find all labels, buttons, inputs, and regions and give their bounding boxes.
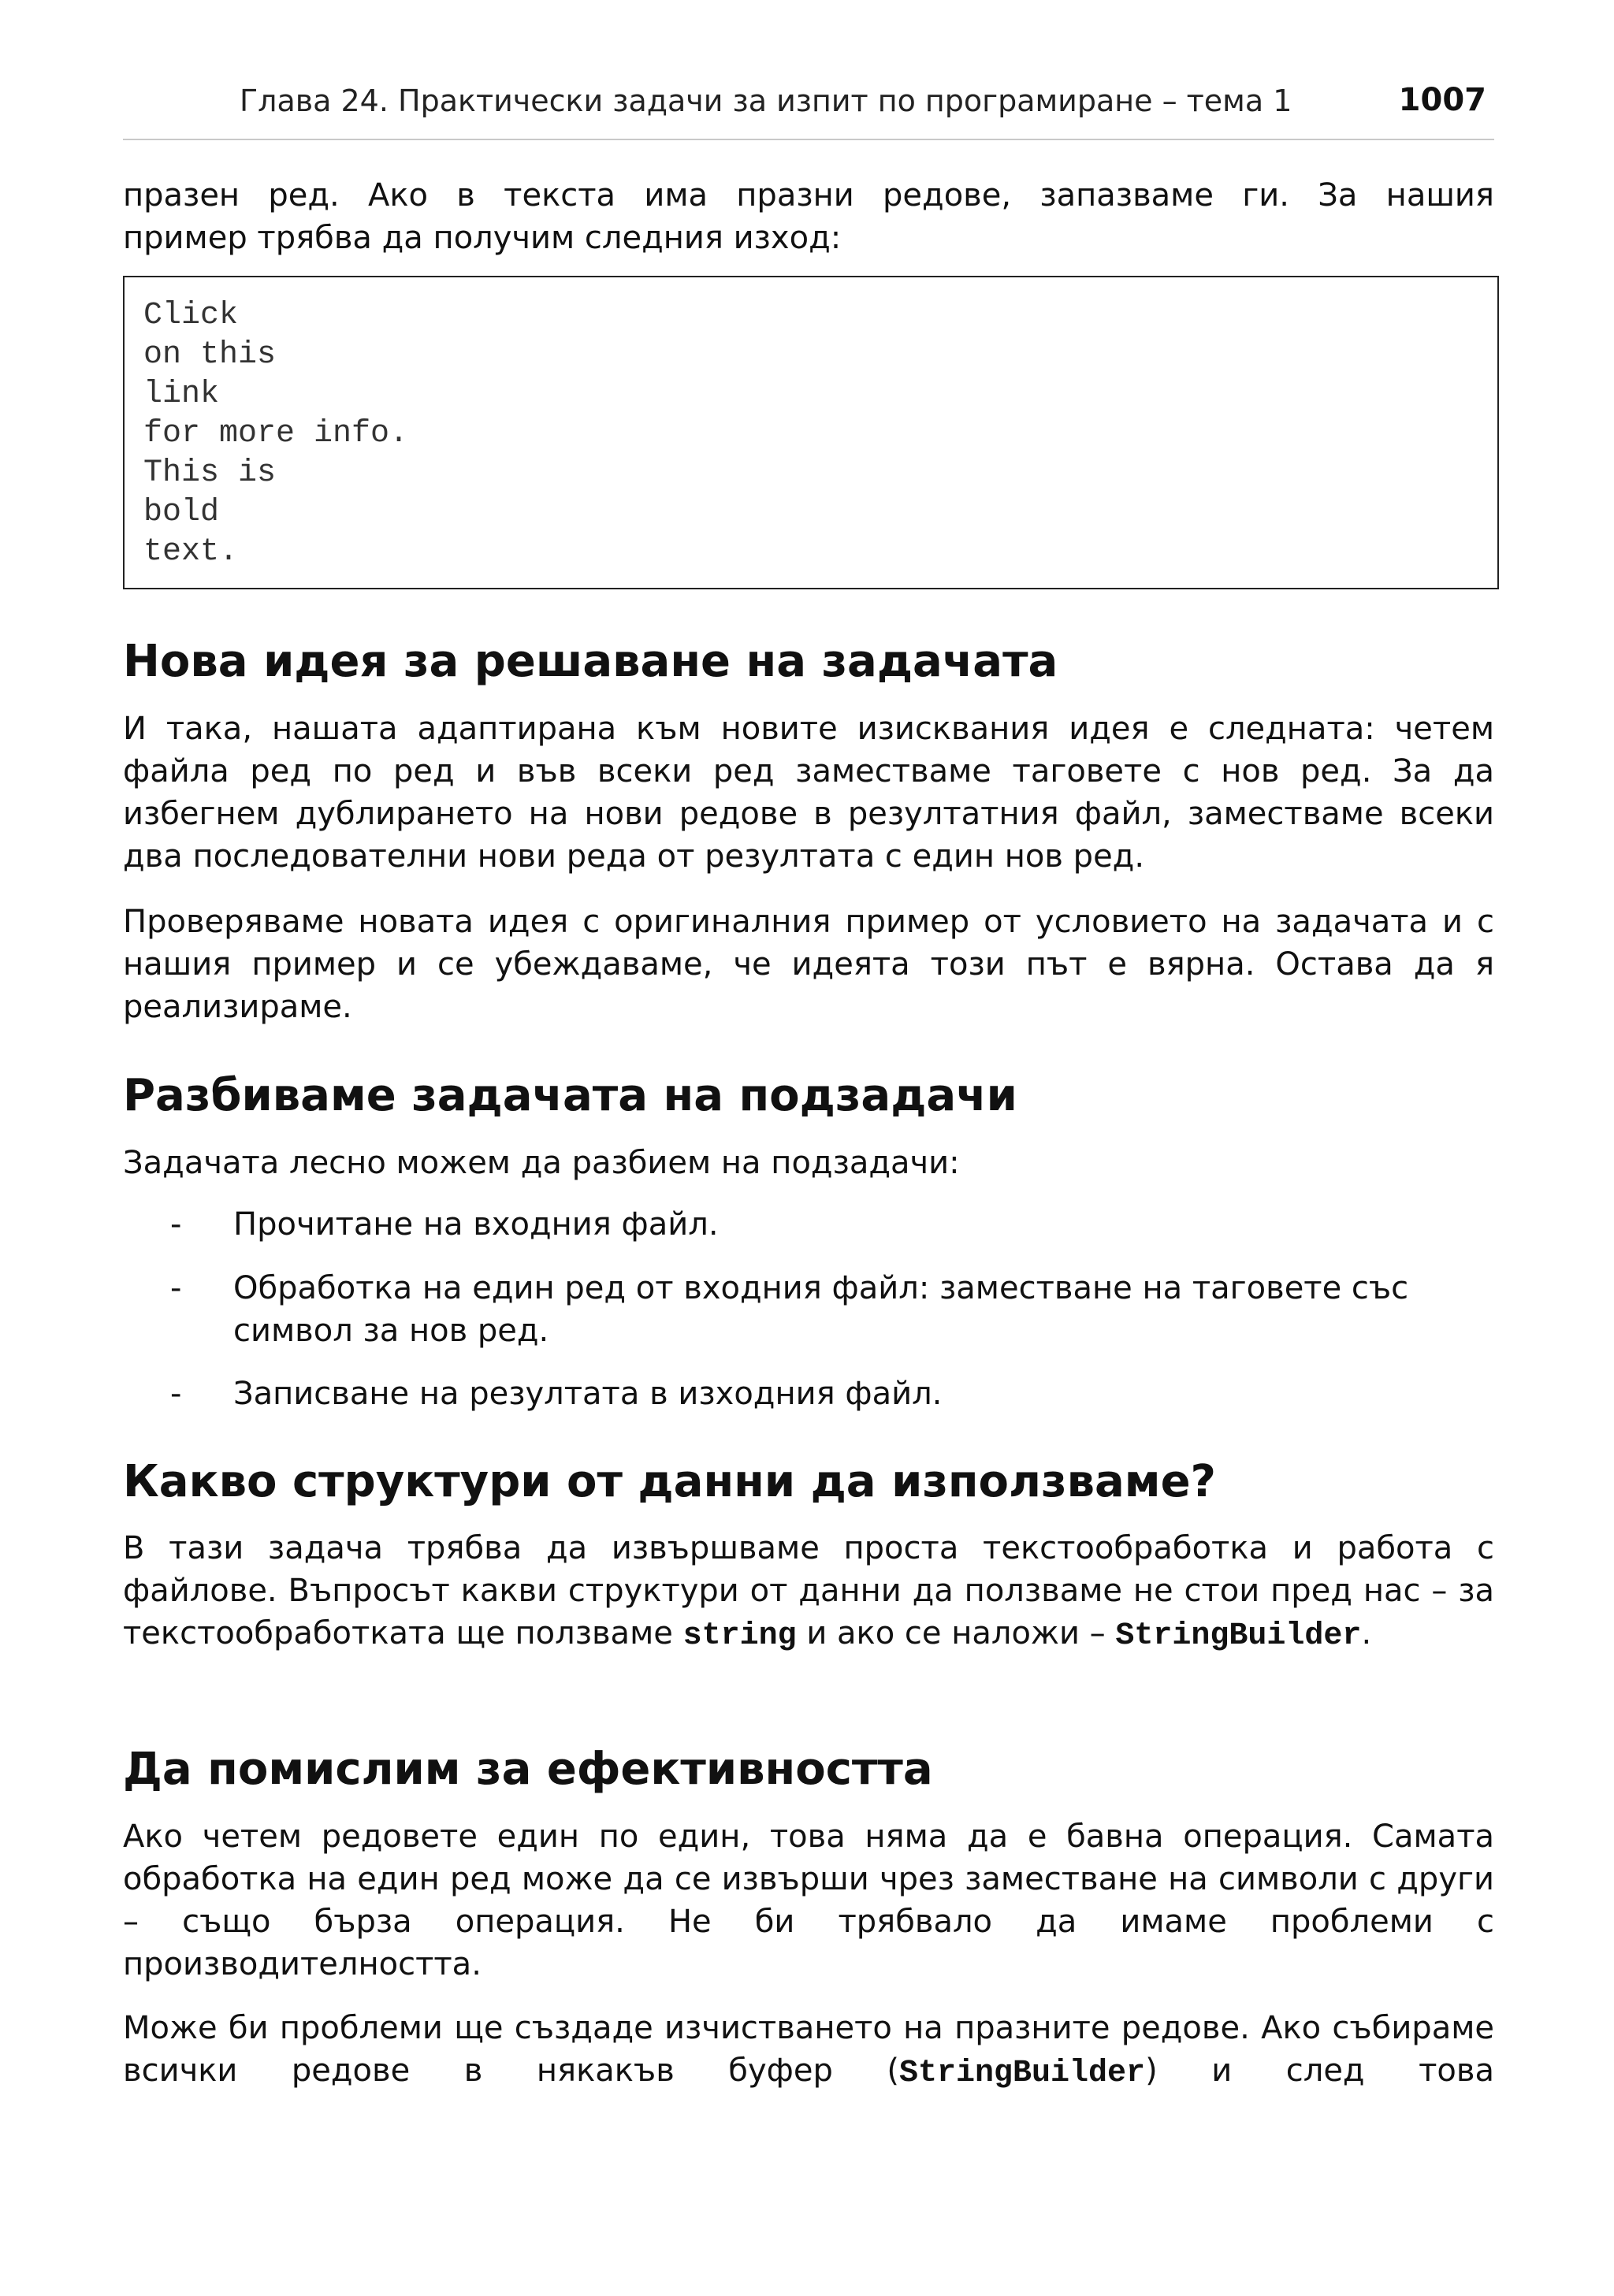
list-item-text: Обработка на един ред от входния файл: заместване на таговете със символ за нов ред. xyxy=(233,1270,1409,1349)
paragraph-text: ) и след това xyxy=(1145,2053,1494,2089)
paragraph: Ако четем редовете един по един, това няма да е бавна операция. Самата обработка на един ред може да се извърши чрез заместване на символи с други – също бърза операция. Не би трябвало да имаме проблеми с производителността. xyxy=(123,1819,1494,1982)
section-heading-new-idea: Нова идея за решаване на задачата xyxy=(123,636,1058,687)
paragraph: Задачата лесно можем да разбием на подзадачи: xyxy=(123,1145,960,1181)
list-dash: - xyxy=(170,1376,182,1412)
section-heading-subtasks: Разбиваме задачата на подзадачи xyxy=(123,1070,1017,1121)
paragraph-text: В тази задача трябва да извършваме проста текстообработка и работа с файлове. Въпросът какви структури от данни да ползваме не стои пред нас – за текстообработката ще ползваме xyxy=(123,1530,1494,1651)
intro-line-1: празен ред. Ако в текста има празни редове, запазваме ги. За нашия xyxy=(123,177,1494,214)
section-heading-efficiency: Да помислим за ефективността xyxy=(123,1744,933,1795)
code-line: bold xyxy=(143,495,220,530)
inline-code: string xyxy=(682,1618,797,1654)
paragraph-text: Може би проблеми ще създаде изчистването на празните редове. Ако събираме всички редове в някакъв буфер ( xyxy=(123,2010,1494,2089)
code-line: link xyxy=(143,377,220,412)
paragraph: И така, нашата адаптирана към новите изисквания идея е следната: четем файла ред по ред и във всеки ред заместваме таговете с нов ред. За да избегнем дублирането на нови редове в резултатния файл, заместваме всеки два последователни нови реда от резултата с един нов ред. xyxy=(123,711,1494,875)
code-line: for more info. xyxy=(143,416,409,451)
code-line: on this xyxy=(143,337,277,373)
chapter-title: Глава 24. Практически задачи за изпит по програмиране – тема 1 xyxy=(240,84,1292,118)
code-line: text. xyxy=(143,534,239,570)
code-output-box xyxy=(123,276,1499,589)
paragraph-text: . xyxy=(1361,1615,1372,1651)
code-output-lines xyxy=(143,296,408,572)
running-header xyxy=(123,79,1494,140)
paragraph xyxy=(123,1527,1494,1658)
intro-line-2: пример трябва да получим следния изход: xyxy=(123,220,842,256)
page-number: 1007 xyxy=(1398,82,1486,118)
code-line: Click xyxy=(143,298,239,333)
inline-code: StringBuilder xyxy=(1115,1618,1362,1654)
paragraph-text: и ако се наложи – xyxy=(796,1615,1116,1651)
inline-code: StringBuilder xyxy=(899,2056,1146,2091)
list-item-text: Прочитане на входния файл. xyxy=(233,1206,719,1243)
list-dash: - xyxy=(170,1270,182,1306)
paragraph: Проверяваме новата идея с оригиналния пример от условието на задачата и с нашия пример и се убеждаваме, че идеята този път е вярна. Остава да я реализираме. xyxy=(123,904,1494,1025)
list-item-text: Записване на резултата в изходния файл. xyxy=(233,1376,943,1412)
paragraph xyxy=(123,2007,1494,2095)
list-dash: - xyxy=(170,1206,182,1243)
code-line: This is xyxy=(143,455,277,491)
section-heading-data-structures: Какво структури от данни да използваме? xyxy=(123,1456,1217,1507)
